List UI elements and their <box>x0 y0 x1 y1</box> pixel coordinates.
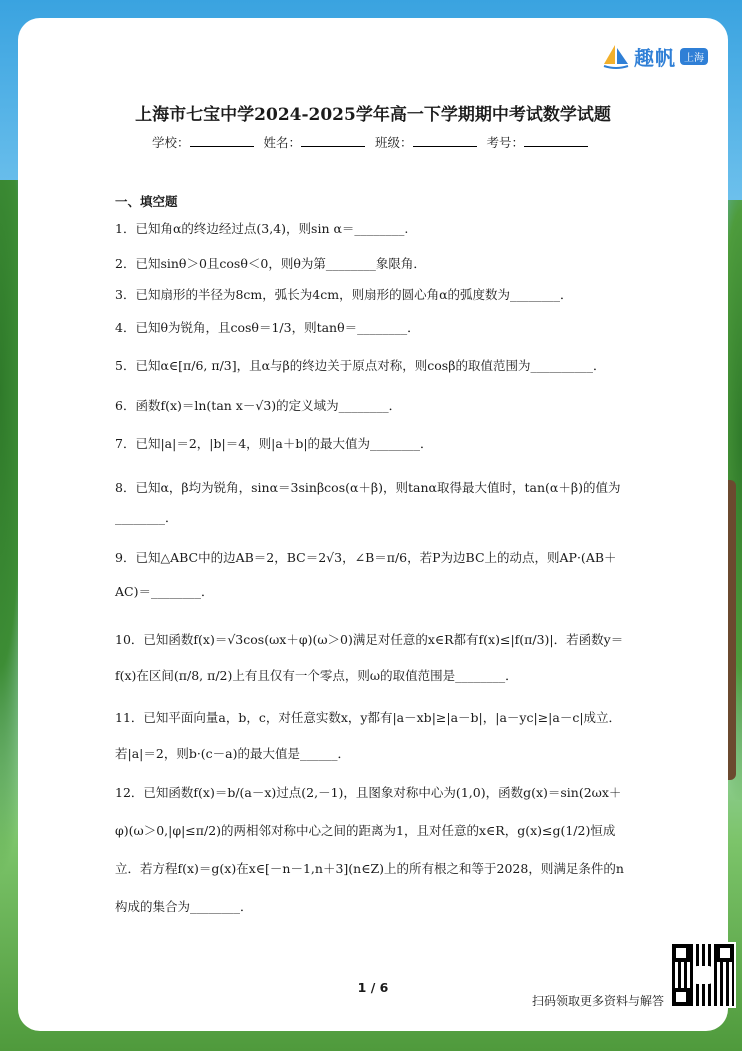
qr-code-markers <box>670 942 736 1008</box>
sail-icon <box>602 44 630 70</box>
info-number-blank <box>524 146 588 147</box>
page-title: 上海市七宝中学2024-2025学年高一下学期期中考试数学试题 <box>135 105 611 125</box>
question-6: 6．函数f(x)＝ln(tan x－√3)的定义域为________． <box>115 398 402 413</box>
info-class-label: 班级： <box>374 135 413 150</box>
question-4: 4．已知θ为锐角，且cosθ＝1/3，则tanθ＝________． <box>115 320 420 335</box>
wechat-icon <box>694 966 712 984</box>
question-5: 5．已知α∈[π/6, π/3]，且α与β的终边关于原点对称，则cosβ的取值范围为__________． <box>115 358 606 373</box>
qr-label: 扫码领取更多资料与解答 <box>531 994 664 1008</box>
info-school-label: 学校： <box>151 135 190 150</box>
logo-tag: 上海 <box>680 48 708 65</box>
document-page <box>18 18 728 1031</box>
question-7: 7．已知|a|＝2，|b|＝4，则|a＋b|的最大值为________． <box>115 436 433 451</box>
page-number: 1 / 6 <box>357 980 389 995</box>
question-10: 10．已知函数f(x)＝√3cos(ωx＋φ)(ω＞0)满足对任意的x∈R都有f(x)≤|f(π/3)|．若函数y＝f(x)在区间(π/8, π/2)上有且仅有一个零点，则ω的取值范围是________． <box>115 632 624 683</box>
logo <box>602 42 708 71</box>
info-fields <box>18 133 728 151</box>
logo-name: 趣帆 <box>634 46 676 70</box>
question-9: 9．已知△ABC中的边AB＝2，BC＝2√3，∠B＝π/6，若P为边BC上的动点，则AP·(AB＋AC)＝________． <box>115 550 617 599</box>
info-name-blank <box>301 146 365 147</box>
section-title: 一、填空题 <box>115 194 178 209</box>
question-8: 8．已知α，β均为锐角，sinα＝3sinβcos(α＋β)，则tanα取得最大值时，tan(α＋β)的值为________． <box>115 480 621 525</box>
question-1: 1．已知角α的终边经过点(3,4)，则sin α＝________. <box>115 221 409 236</box>
question-12: 12．已知函数f(x)＝b/(a－x)过点(2,－1)，且图象对称中心为(1,0)，函数g(x)＝sin(2ωx＋φ)(ω＞0,|φ|≤π/2)的两相邻对称中心之间的距离为1，且对任意的x∈R，g(x)≤g(1/2)恒成立．若方程f(x)＝g(x)在x∈[－n－1,n＋3](n∈Z)上的所有根之和等于2028，则满足条件的n构成的集合为________． <box>115 785 624 914</box>
question-2: 2．已知sinθ＞0且cosθ＜0，则θ为第________象限角． <box>115 256 426 271</box>
info-school-blank <box>190 146 254 147</box>
question-3: 3．已知扇形的半径为8cm，弧长为4cm，则扇形的圆心角α的弧度数为________． <box>115 287 573 302</box>
info-class-blank <box>413 146 477 147</box>
info-number-label: 考号： <box>486 135 524 150</box>
question-11: 11．已知平面向量a，b，c，对任意实数x，y都有|a－xb|≥|a－b|，|a－yc|≥|a－c|成立．若|a|＝2，则b·(c－a)的最大值是______． <box>115 710 622 761</box>
info-name-label: 姓名： <box>263 135 301 150</box>
